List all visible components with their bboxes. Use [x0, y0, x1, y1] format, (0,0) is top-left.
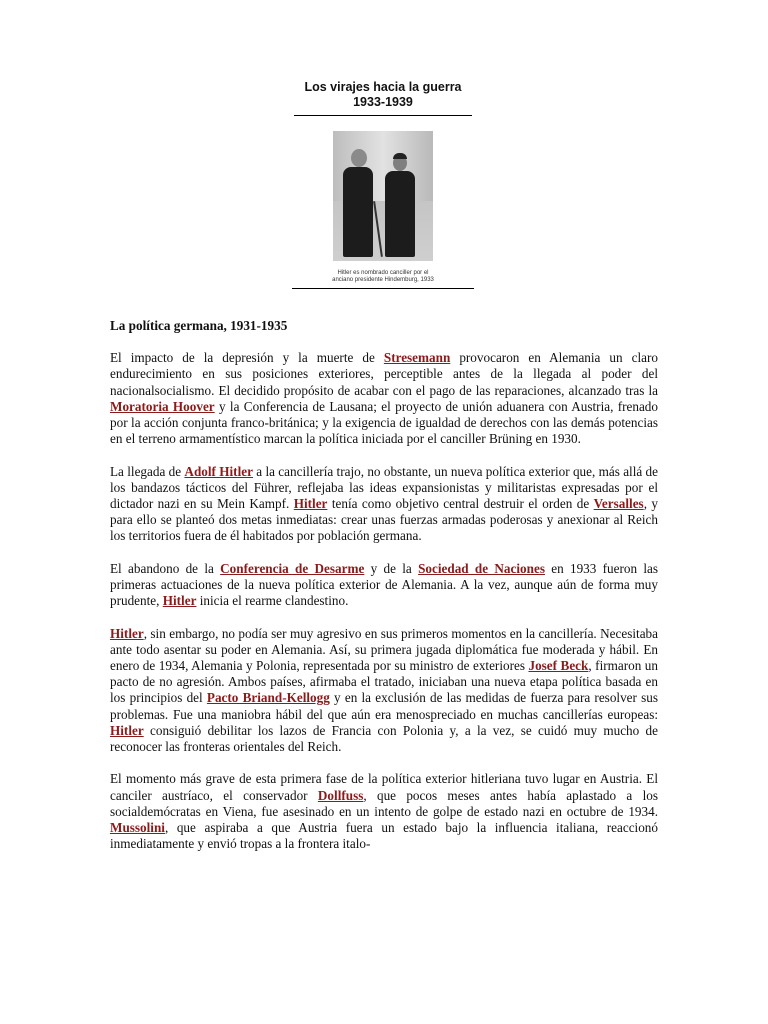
- link-conferencia-de-desarme[interactable]: Conferencia de Desarme: [220, 560, 365, 576]
- p4-text-3: y en la exclusión de las medidas de fuerza para resolver sus problemas. Fue una maniobra hábil del que aún era menospreciado en muchas cancillerías europeas:: [110, 690, 658, 722]
- paragraph-3: [110, 561, 658, 610]
- p5-text-2: , que pocos meses antes había aplastado a los socialdemócratas en Viena, fue asesinado en un intento de golpe de estado nazi en octubre de 1934.: [110, 787, 658, 819]
- paragraph-4: [110, 626, 658, 756]
- photo-cane: [373, 201, 383, 257]
- p5-text-3: , que aspiraba a que Austria fuera un estado bajo la influencia italiana, reaccionó inmediatamente y envió tropas a la frontera italo-: [110, 820, 658, 852]
- p3-text-3: en 1933 fueron las primeras actuaciones de la nueva política exterior de Alemania. A la vez, aunque aún de forma muy prudente,: [110, 560, 659, 609]
- paragraph-2: [110, 464, 658, 545]
- link-hitler[interactable]: Hitler: [162, 593, 197, 609]
- figure-title-line2: 1933-1939: [353, 95, 413, 109]
- p1-text-2: provocaron en Alemania un claro endurecimiento en sus posiciones exteriores, perceptible antes de la llegada al poder del nacionalsocialismo. El decidido propósito de acabar con el pago de las reparaciones, alcanzado tras la: [110, 350, 659, 398]
- photo-person-left-head: [351, 149, 367, 167]
- link-josef-beck[interactable]: Josef Beck: [528, 658, 589, 674]
- p3-text-4: inicia el rearme clandestino.: [196, 593, 349, 609]
- header-figure: [288, 80, 478, 289]
- photo-person-right-body: [385, 171, 415, 257]
- article-body: [110, 318, 658, 869]
- link-mussolini[interactable]: Mussolini: [110, 820, 165, 836]
- link-sociedad-de-naciones[interactable]: Sociedad de Naciones: [418, 560, 545, 576]
- paragraph-5: [110, 771, 658, 852]
- figure-title: [288, 80, 478, 110]
- p4-text-1: , sin embargo, no podía ser muy agresivo en sus primeros momentos en la cancillería. Necesitaba ante todo asentar su poder en Alemania. Así, su primera jugada diplomática fue moderada y hábil. En enero de 1934, Alemania y Polonia, representada por su ministro de exteriores: [110, 625, 658, 674]
- p2-text-2: a la cancillería trajo, no obstante, un nueva política exterior que, más allá de los bandazos tácticos del Führer, reflejaba las ideas expansionistas y militaristas expresadas por el dictador nazi en su Mein Kampf.: [110, 463, 658, 512]
- p1-text-3: y la Conferencia de Lausana; el proyecto de unión aduanera con Austria, frenado por la acción conjunta franco-británica; y la exigencia de igualdad de derechos con las demás potencias en el terreno armamentístico marcan la política iniciada por el canciller Brüning en 1930.: [110, 398, 658, 447]
- figure-caption: [288, 270, 478, 284]
- link-hitler[interactable]: Hitler: [110, 625, 144, 641]
- figure-top-rule: [294, 115, 472, 116]
- figure-title-line1: Los virajes hacia la guerra: [304, 80, 462, 94]
- figure-caption-line1: Hitler es nombrado canciller por el: [337, 270, 429, 276]
- figure-bottom-rule: [292, 288, 474, 289]
- link-stresemann[interactable]: Stresemann: [383, 350, 451, 366]
- p5-text-1: El momento más grave de esta primera fase de la política exterior hitleriana tuvo lugar en Austria. El canciler austríaco, el conservador: [110, 771, 658, 803]
- figure-caption-line2: anciano presidente Hindemburg, 1933: [332, 277, 434, 283]
- link-dollfuss[interactable]: Dollfuss: [317, 787, 364, 803]
- p2-text-4: , y para ello se planteó dos metas inmediatas: crear unas fuerzas armadas poderosas y anexionar al Reich los territorios fuera de él habitados por población germana.: [110, 496, 659, 544]
- link-moratoria-hoover[interactable]: Moratoria Hoover: [110, 398, 215, 414]
- p2-text-1: La llegada de: [110, 463, 185, 479]
- link-hitler[interactable]: Hitler: [110, 722, 144, 738]
- paragraph-1: [110, 350, 658, 447]
- historical-photo: [333, 131, 433, 261]
- p3-text-1: El abandono de la: [110, 560, 221, 576]
- p2-text-3: tenía como objetivo central destruir el orden de: [327, 496, 594, 512]
- link-versalles[interactable]: Versalles: [593, 496, 644, 512]
- photo-person-right-hair: [393, 153, 407, 159]
- p4-text-4: consiguió debilitar los lazos de Francia con Polonia y, a la vez, se cuidó muy mucho de reconocer las fronteras orientales del Reich.: [110, 722, 658, 755]
- p4-text-2: , firmaron un pacto de no agresión. Ambos países, afirmaba el tratado, iniciaban una nueva etapa política basada en los principios del: [110, 658, 658, 706]
- p3-text-2: y de la: [364, 560, 419, 576]
- link-adolf-hitler[interactable]: Adolf Hitler: [184, 463, 253, 479]
- link-hitler[interactable]: Hitler: [293, 496, 328, 512]
- section-heading: La política germana, 1931-1935: [110, 318, 288, 333]
- link-pacto-briand-kellogg[interactable]: Pacto Briand-Kellogg: [206, 690, 330, 706]
- p1-text-1: El impacto de la depresión y la muerte de: [110, 350, 384, 366]
- photo-person-left-body: [343, 167, 373, 257]
